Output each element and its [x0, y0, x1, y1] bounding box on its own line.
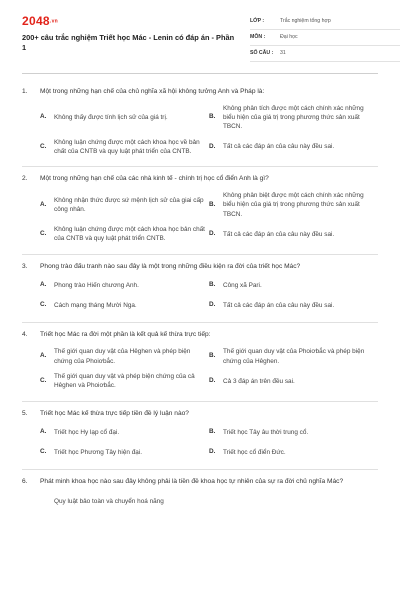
option-a[interactable] [40, 188, 209, 222]
option-text: Thế giới quan duy vật của Phoiơbắc và phép biện chứng của Hêghen. [223, 348, 365, 365]
option-letter: D. [209, 448, 216, 456]
question-number: 3. [22, 262, 28, 270]
option-text: Triết học Hy lạp cổ đại. [54, 428, 120, 436]
question-4 [22, 323, 378, 401]
option-letter: C. [40, 301, 47, 309]
question-text [22, 410, 378, 419]
meta-row-class [250, 14, 400, 30]
option-b[interactable] [209, 101, 378, 135]
question-text [22, 175, 378, 184]
option-a[interactable] [40, 491, 209, 511]
answer-options [22, 101, 378, 159]
option-b[interactable] [209, 422, 378, 442]
question-stem: Một trong những hạn chế của chủ nghĩa xã hội không tưởng Anh và Pháp là: [40, 88, 265, 95]
question-3 [22, 255, 378, 324]
option-text: Triết học Phương Tây hiện đại. [54, 448, 143, 456]
option-letter: B. [209, 281, 216, 289]
question-list [22, 74, 378, 518]
question-6 [22, 470, 378, 518]
option-letter: B. [209, 113, 216, 121]
question-number: 2. [22, 175, 28, 183]
option-d[interactable] [209, 295, 378, 315]
option-text: Phong trào Hiến chương Anh. [54, 281, 139, 289]
answer-options [22, 275, 378, 315]
option-a[interactable] [40, 422, 209, 442]
question-number: 1. [22, 88, 28, 95]
question-1 [22, 80, 378, 167]
option-b[interactable] [209, 188, 378, 222]
logo-tld: .vn [49, 18, 59, 25]
logo-main: 2048 [22, 14, 50, 28]
option-letter: C. [40, 142, 47, 150]
option-d[interactable] [209, 222, 378, 247]
option-d[interactable] [209, 135, 378, 160]
option-letter: A. [40, 281, 47, 289]
meta-row-subject [250, 30, 400, 46]
question-number: 6. [22, 478, 28, 486]
option-letter: D. [209, 229, 216, 237]
meta-value: Đại học [280, 33, 298, 40]
question-stem: Phát minh khoa học nào sau đây không phải là tiền đề khoa học tự nhiên của sự ra đời chủ nghĩa Mác? [40, 478, 344, 486]
option-text: Công xã Pari. [223, 281, 262, 289]
option-letter: B. [209, 428, 216, 436]
option-text: Không phân biệt được một cách chính xác những biểu hiện của giá trị trong phương thức sản xuất TBCN. [223, 192, 364, 218]
option-c[interactable] [40, 135, 209, 160]
question-stem: Triết học Mác ra đời một phần là kết quả kế thừa trực tiếp: [40, 331, 211, 339]
question-text [22, 478, 378, 487]
option-letter: D. [209, 301, 216, 309]
answer-options [22, 188, 378, 246]
option-d[interactable] [209, 442, 378, 462]
option-a[interactable] [40, 101, 209, 135]
document-meta [250, 14, 400, 62]
meta-label: LỚP : [250, 17, 265, 24]
question-number: 4. [22, 331, 28, 339]
option-letter: D. [209, 376, 216, 384]
question-stem: Một trong những hạn chế của các nhà kinh tế - chính trị học cổ điển Anh là gì? [40, 175, 269, 183]
option-text: Không luận chứng được một cách khoa học về bản chất của CNTB và quy luật phát triển của CNTB. [54, 138, 200, 156]
option-text: Quy luật bảo toàn và chuyển hoá năng [54, 497, 164, 505]
document-header [22, 0, 378, 74]
option-c[interactable] [40, 295, 209, 315]
question-text [22, 331, 378, 340]
option-b[interactable] [209, 275, 378, 295]
option-letter: B. [209, 352, 216, 360]
option-text: Tất cả các đáp án của câu này đều sai. [223, 301, 335, 309]
option-d[interactable] [209, 369, 378, 394]
option-c[interactable] [40, 369, 209, 394]
option-letter: D. [209, 142, 216, 150]
site-logo[interactable] [22, 13, 58, 29]
question-text [22, 263, 378, 272]
answer-options [22, 491, 378, 511]
option-text: Triết học Tây âu thời trung cổ. [223, 428, 309, 436]
meta-label: SỐ CÂU : [250, 49, 274, 56]
option-text: Tất cả các đáp án của câu này đều sai. [223, 230, 335, 238]
option-text: Triết học cổ điển Đức. [223, 448, 286, 456]
option-c[interactable] [40, 442, 209, 462]
option-letter: A. [40, 352, 47, 360]
option-b[interactable] [209, 344, 378, 369]
document-title: 200+ câu trắc nghiệm Triết học Mác - Lenin có đáp án - Phần 1 [22, 33, 235, 52]
option-a[interactable] [40, 275, 209, 295]
answer-options [22, 344, 378, 393]
option-text: Không nhận thức được sứ mệnh lịch sử của giai cấp công nhân. [54, 196, 204, 214]
option-text: Cả 3 đáp án trên đều sai. [223, 377, 295, 385]
meta-value: 31 [280, 49, 286, 56]
option-text: Thế giới quan duy vật và phép biện chứng của cả Hêghen và Phoiơbắc. [54, 372, 195, 390]
option-text: Không thấy được tính lịch sử của giá trị. [54, 114, 168, 122]
option-text: Thế giới quan duy vật của Hêghen và phép biện chứng của Phoiơbắc. [54, 348, 191, 365]
option-c[interactable] [40, 222, 209, 247]
option-text: Không phân tích được một cách chính xác những biểu hiện của giá trị trong phương thức sản xuất TBCN. [223, 104, 364, 131]
meta-value: Trắc nghiệm tổng hợp [280, 17, 331, 24]
option-text: Không luận chứng được một cách khoa học bản chất của CNTB và quy luật phát triển CNTB. [54, 226, 205, 243]
option-letter: C. [40, 229, 47, 237]
option-a[interactable] [40, 344, 209, 369]
option-letter: C. [40, 448, 47, 456]
meta-row-count [250, 46, 400, 62]
option-letter: A. [40, 200, 47, 208]
question-text [22, 88, 378, 97]
question-stem: Phong trào đấu tranh nào sau đây là một trong những điều kiện ra đời của triết học Mác? [40, 262, 301, 270]
question-number: 5. [22, 409, 28, 417]
option-text: Tất cả các đáp án của câu này đều sai. [223, 143, 335, 151]
answer-options [22, 422, 378, 462]
option-letter: A. [40, 428, 47, 436]
option-letter: C. [40, 376, 47, 384]
option-letter: B. [209, 200, 216, 208]
question-2 [22, 167, 378, 254]
question-5 [22, 402, 378, 471]
meta-label: MÔN : [250, 33, 266, 40]
option-text: Cách mạng tháng Mười Nga. [54, 301, 137, 309]
question-stem: Triết học Mác kế thừa trực tiếp tiền đề lý luận nào? [40, 409, 189, 417]
option-letter: A. [40, 113, 47, 121]
